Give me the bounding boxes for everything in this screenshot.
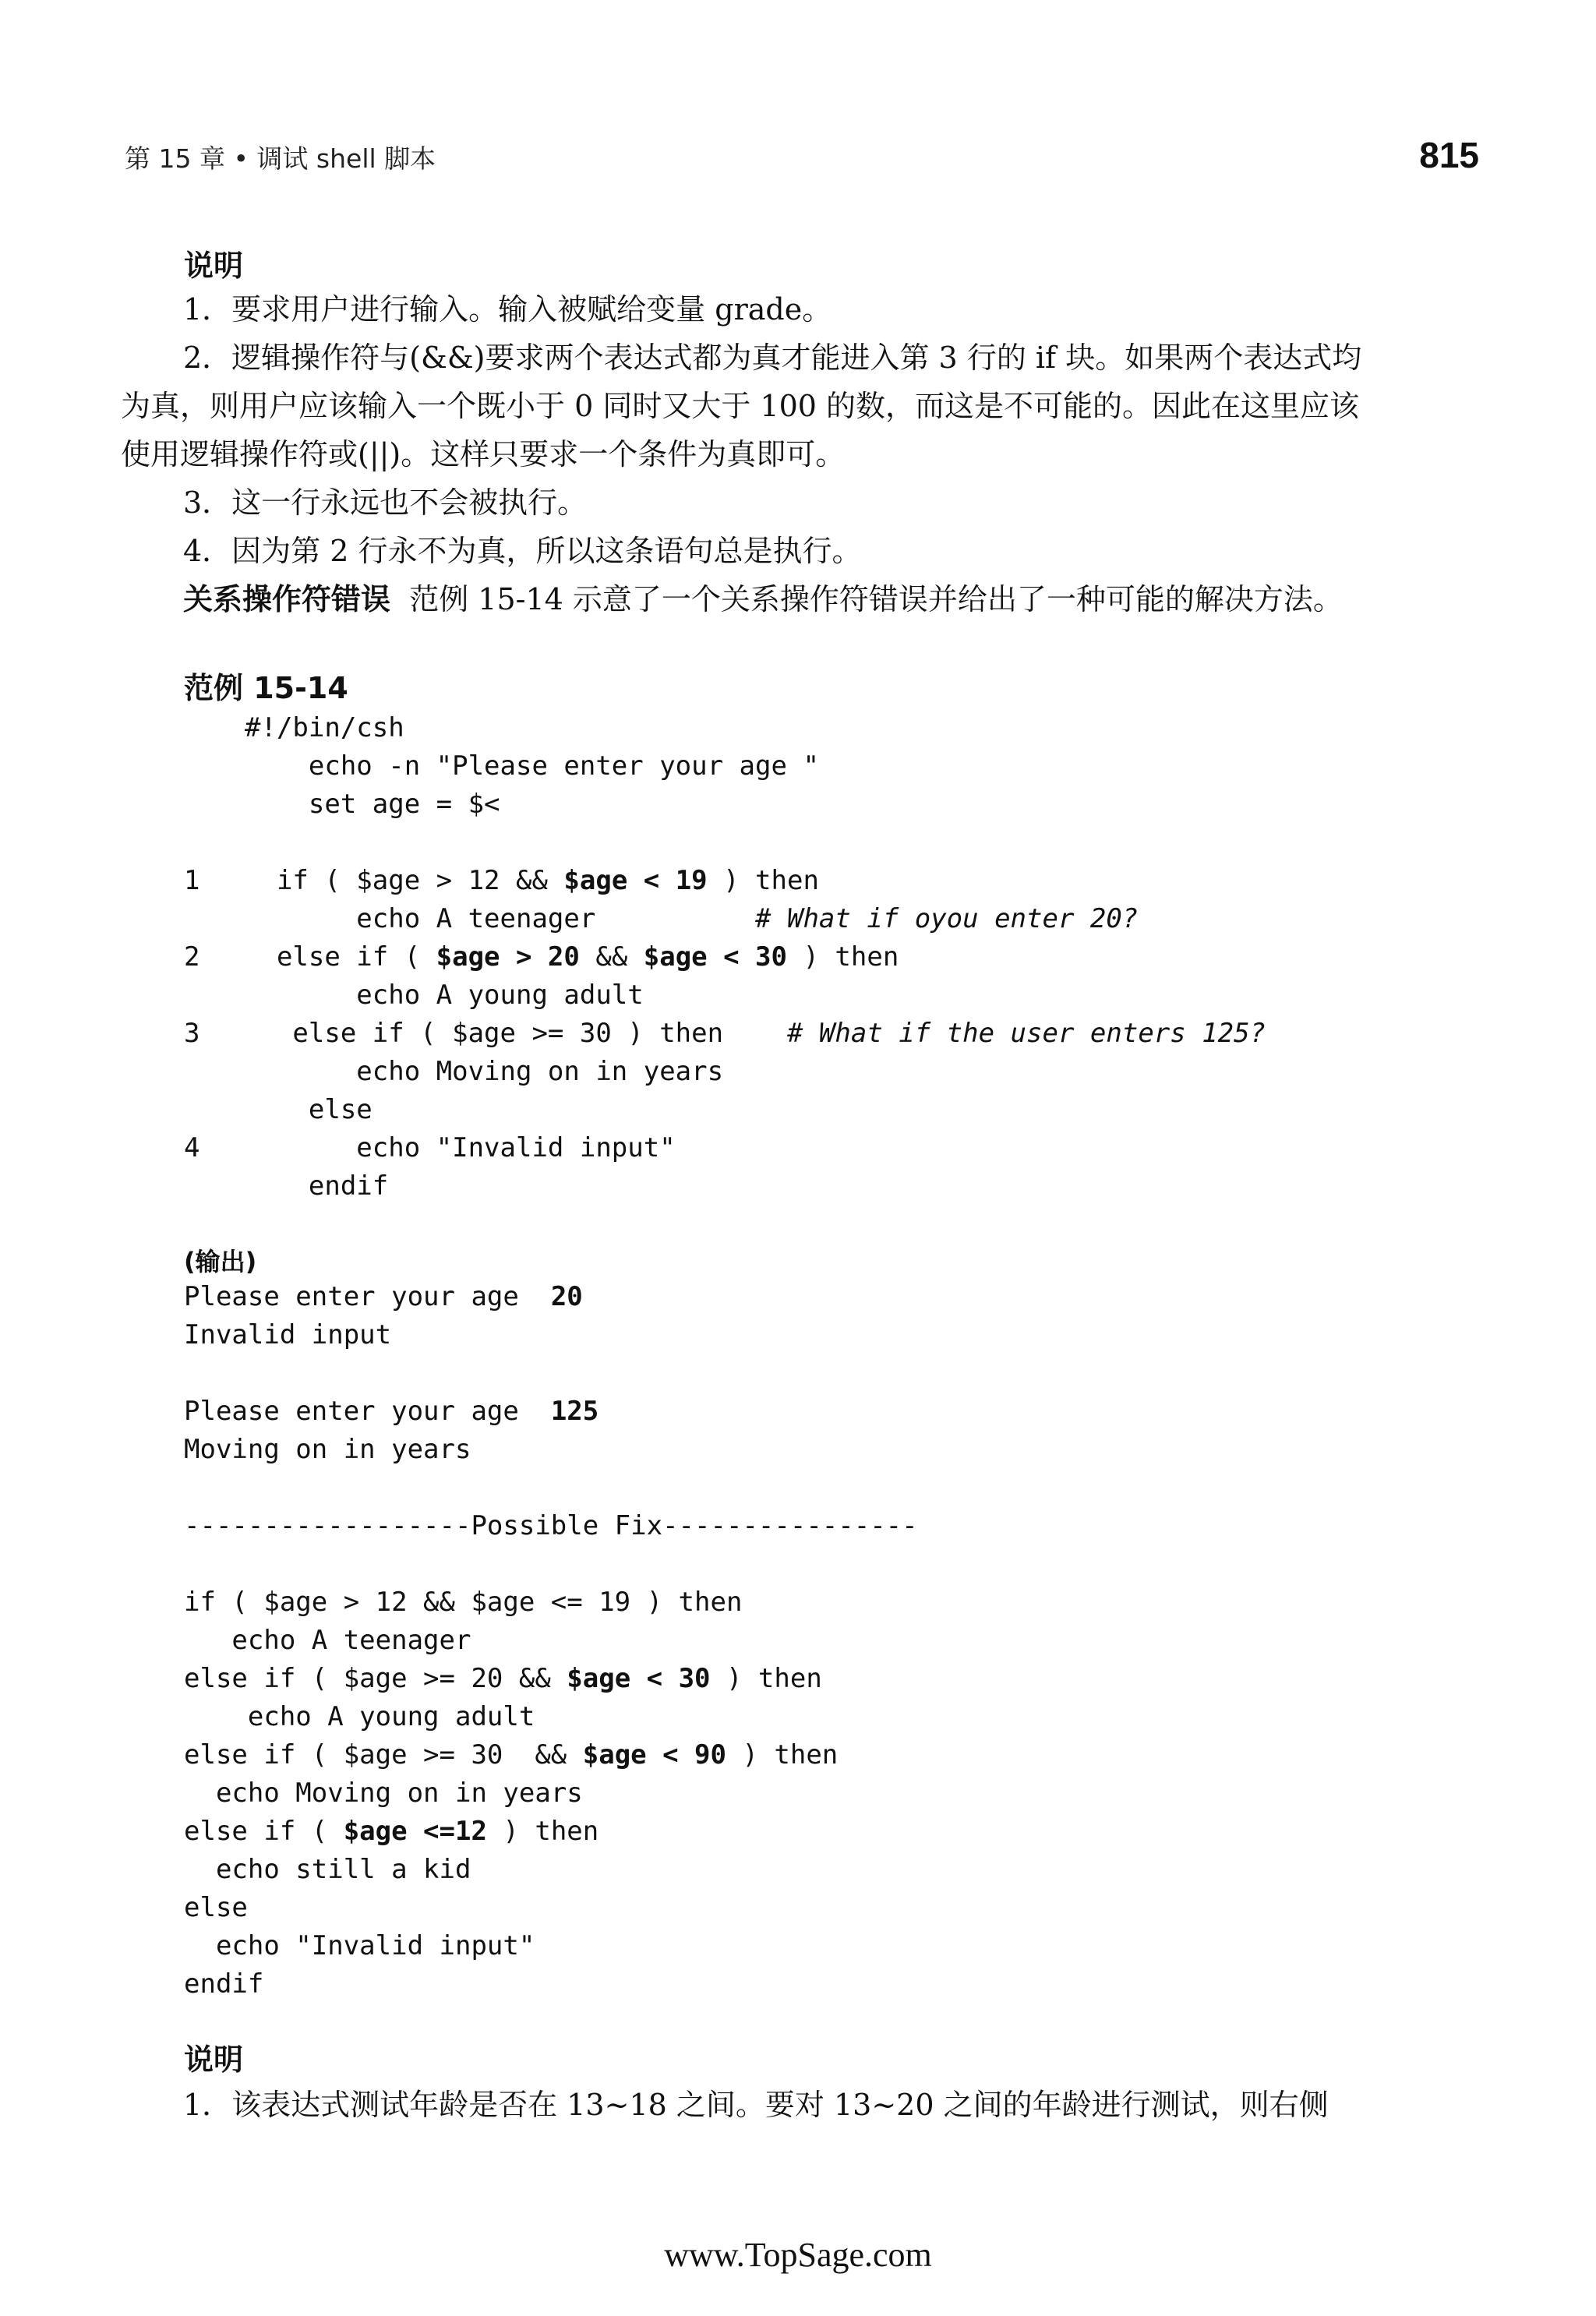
code-line: if ( $age > 12 && $age < 19 ) then [245,865,819,896]
output-line: echo A teenager [184,1625,471,1656]
output-line: else if ( $age <=12 ) then [184,1816,599,1847]
section-heading-notes-2: 说明 [184,2042,244,2077]
code-line: echo "Invalid input" [245,1132,676,1163]
output-line: echo "Invalid input" [184,1930,535,1961]
output-line: else if ( $age >= 30 && $age < 90 ) then [184,1739,839,1771]
output-label: (输出) [184,1247,257,1276]
line-number: 2 [184,941,200,973]
page-header [125,135,1479,178]
line-number: 4 [184,1132,200,1163]
code-line: else if ( $age > 20 && $age < 30 ) then [245,941,899,973]
chapter-title: 第 15 章 • 调试 shell 脚本 [125,143,436,174]
relational-error-paragraph: 关系操作符错误 范例 15-14 示意了一个关系操作符错误并给出了一种可能的解决方法。 [183,582,1343,616]
code-line: echo -n "Please enter your age " [245,750,819,782]
output-line: Moving on in years [184,1434,471,1465]
output-line: ------------------Possible Fix---------------- [184,1510,918,1541]
line-number: 3 [184,1018,200,1049]
code-line: else [245,1094,373,1125]
code-line: else if ( $age >= 30 ) then # What if the user enters 125? [245,1018,1266,1049]
note-item-4: 4．因为第 2 行永不为真，所以这条语句总是执行。 [183,534,862,568]
output-line: Please enter your age 20 [184,1281,583,1312]
output-line: echo A young adult [184,1701,535,1732]
page-number: 815 [1419,135,1479,175]
note-item-3: 3．这一行永远也不会被执行。 [183,485,588,520]
code-line: set age = $< [245,789,500,820]
output-line: Invalid input [184,1319,392,1350]
code-line: echo A teenager # What if oyou enter 20? [245,903,1139,934]
section-heading-notes: 说明 [184,249,244,283]
output-line: else if ( $age >= 20 && $age < 30 ) then [184,1663,822,1694]
output-line: echo Moving on in years [184,1778,583,1809]
output-line: Please enter your age 125 [184,1396,599,1427]
note2-item-1: 1．该表达式测试年龄是否在 13~18 之间。要对 13~20 之间的年龄进行测试，则右侧 [183,2088,1329,2122]
code-line: echo Moving on in years [245,1056,724,1087]
run-in-title: 关系操作符错误 [183,582,391,616]
output-code [184,1278,918,2004]
output-line: echo still a kid [184,1854,471,1885]
code-line: echo A young adult [245,980,644,1011]
output-line: endif [184,1968,264,2000]
output-line: if ( $age > 12 && $age <= 19 ) then [184,1587,743,1618]
example-heading: 范例 15-14 [184,671,348,705]
note-item-1: 1．要求用户进行输入。输入被赋给变量 grade。 [183,292,832,327]
note-item-2: 2．逻辑操作符与(&&)要求两个表达式都为真才能进入第 3 行的 if 块。如果两个表达式均为真，则用户应该输入一个既小于 0 同时又大于 100 的数，而这是不可能的。因此在这里应该使用逻辑操作符或(||)。这样只要求一个条件为真即可。 [121,341,1362,471]
line-number: 1 [184,865,200,896]
output-line: else [184,1892,248,1923]
footer-site: www.TopSage.com [664,2236,932,2274]
code-line: #!/bin/csh [245,712,404,743]
example-code [184,709,1266,1206]
code-line: endif [245,1170,389,1202]
